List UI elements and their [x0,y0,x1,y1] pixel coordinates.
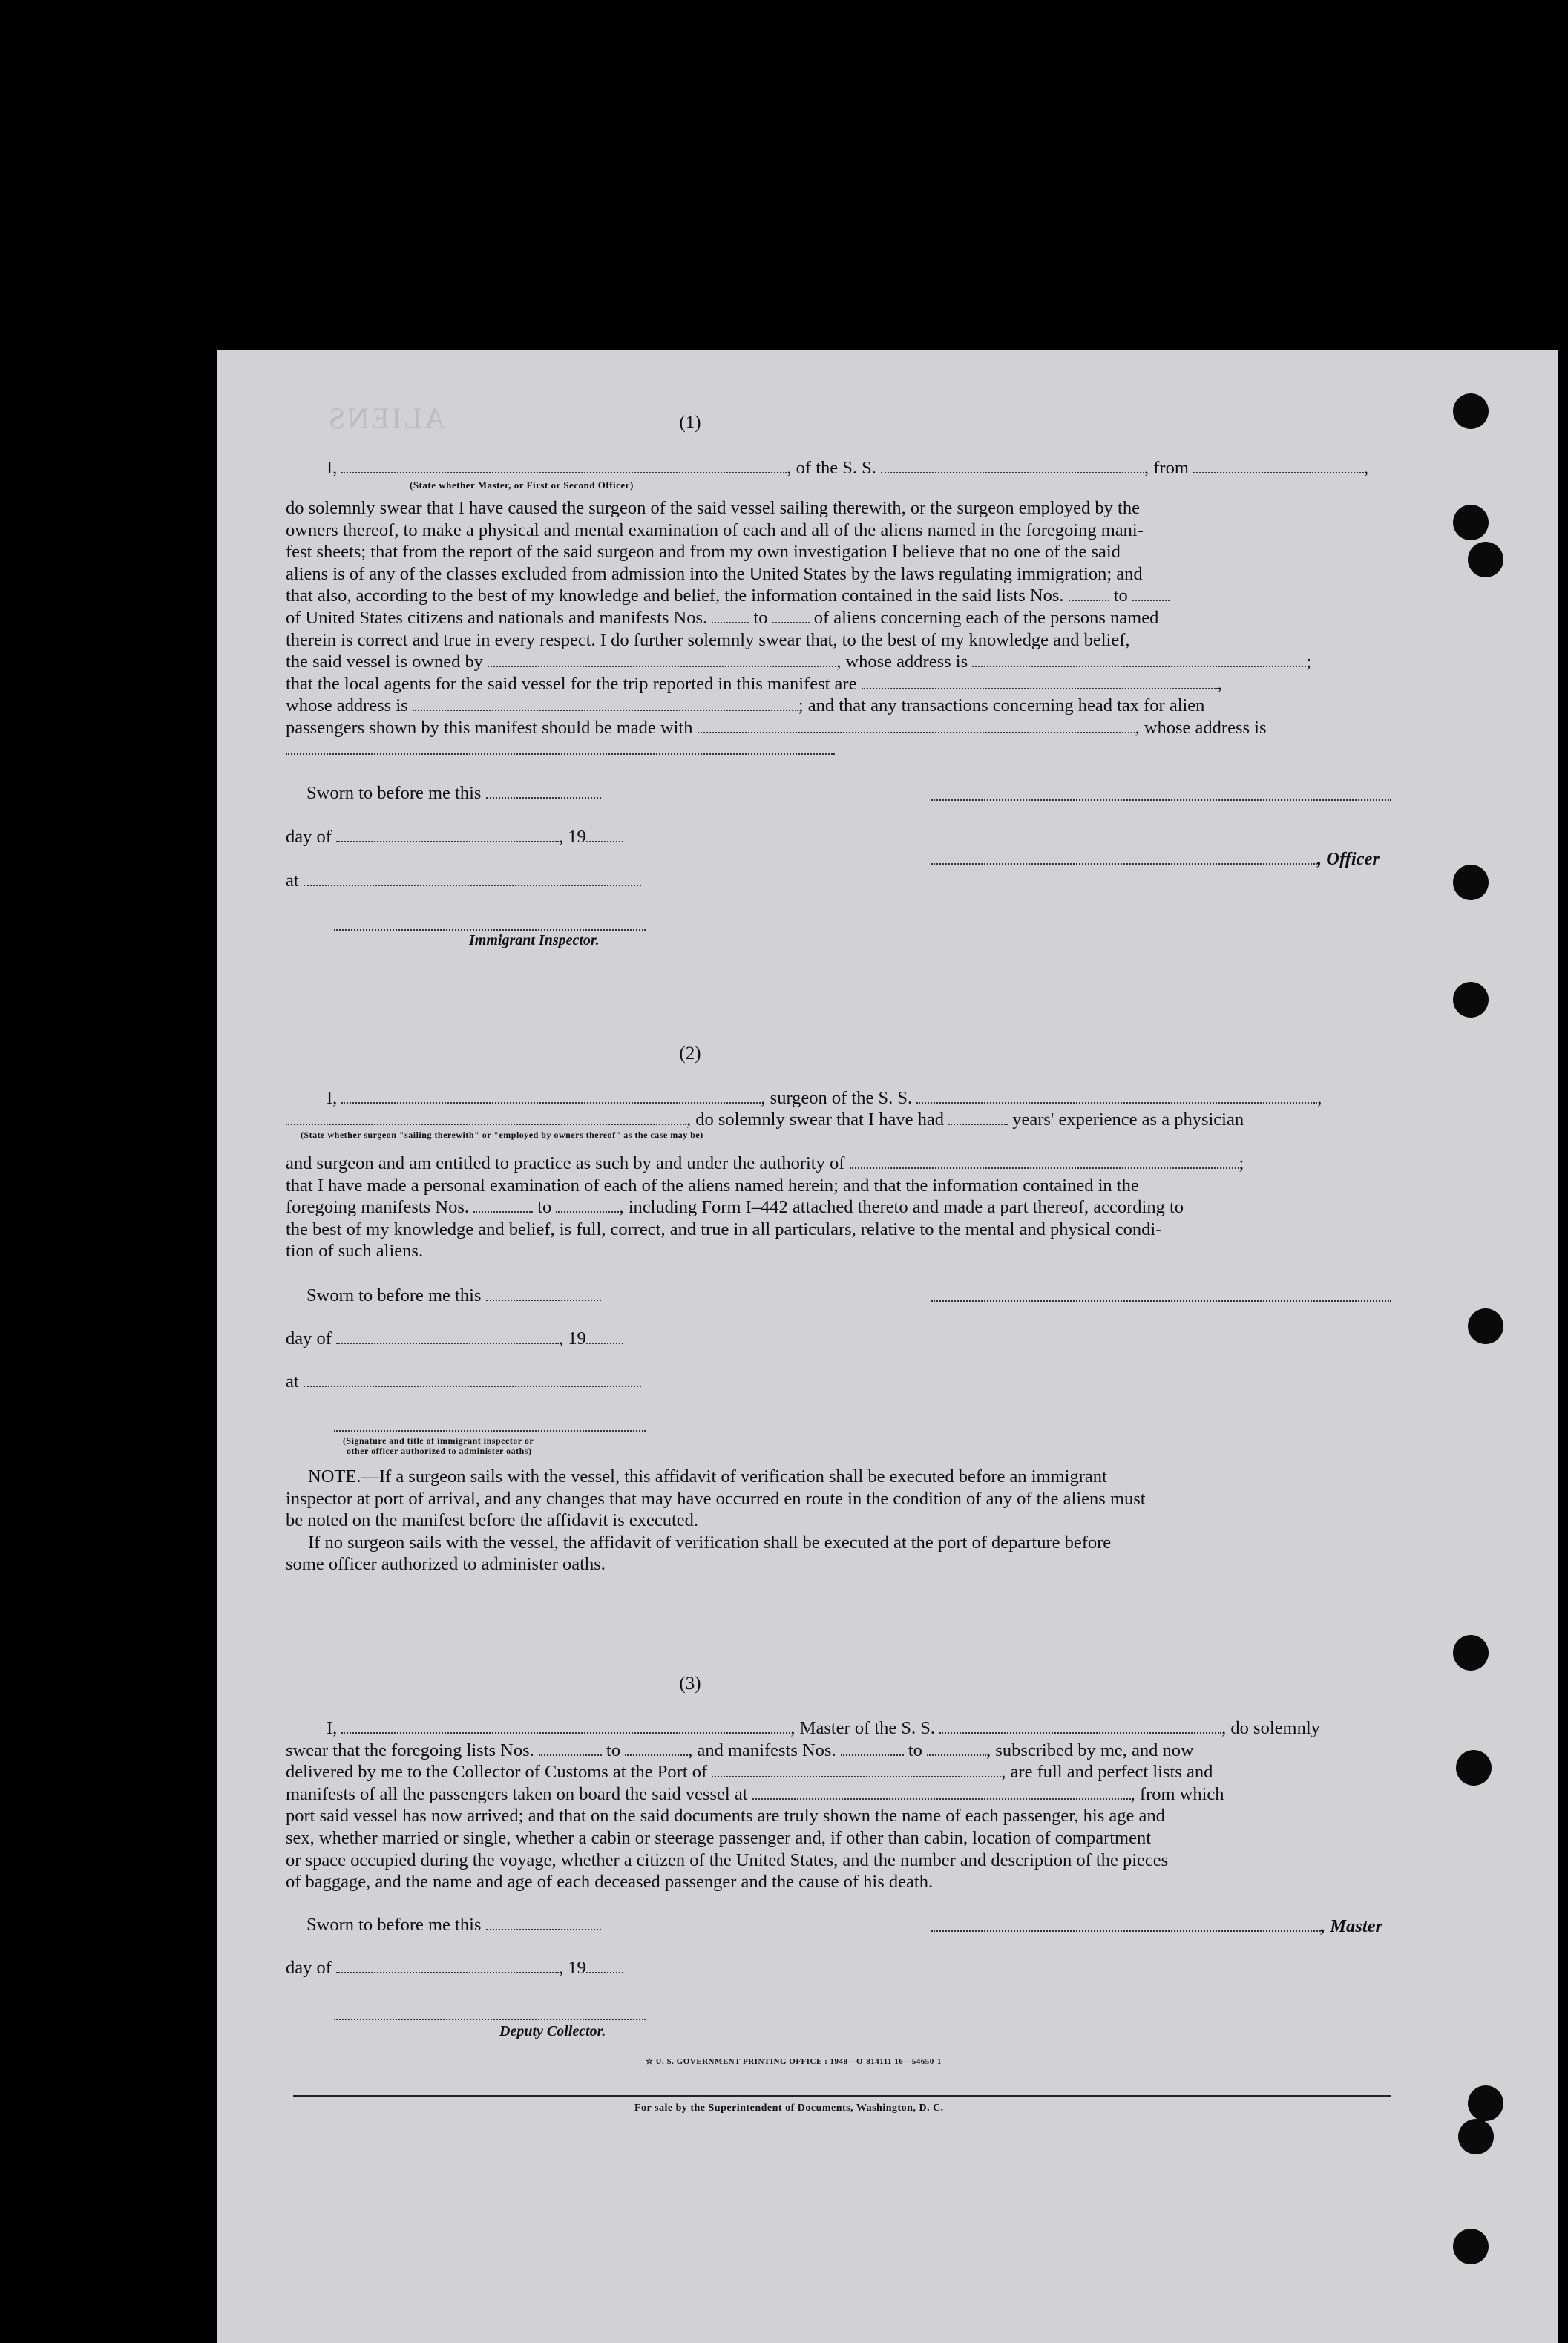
s2-note: NOTE.—If a surgeon sails with the vessel, this affidavit of verification shall be executed before an immigrant inspector at port of arrival, and any changes that may have occurred en route in the condition of any of the aliens must be noted on the manifest before the affidavit is executed. If no surgeon sails with the vessel, the affidavit of verification shall be executed at the port of departure before some officer authorized to administer oaths. [286,1467,1146,1575]
s3-sworn: Sworn to before me this [306,1915,601,1936]
s1-sworn: Sworn to before me this [306,783,601,804]
punch-hole [1468,2085,1503,2121]
punch-hole [1453,393,1489,429]
s1-at: at [286,871,641,891]
punch-hole [1453,505,1489,540]
gpo-imprint: ☆ U. S. GOVERNMENT PRINTING OFFICE : 1948—O-814111 16—54650-1 [646,2057,942,2066]
s2-body: and surgeon and am entitled to practice as such by and under the authority of ; that I have made a personal examination of each of the aliens named herein; and that the information contained in the foregoing manifests Nos. to , including Form I–442 attached thereto and made a part thereof, according to the best of my knowledge and belief, is full, correct, and true in all particulars, relative to the mental and physical condi- tion of such aliens. [286,1153,1244,1262]
s3-deputy-line [334,2019,646,2020]
punch-hole [1453,865,1489,900]
sale-note: For sale by the Superintendent of Documents, Washington, D. C. [634,2103,944,2114]
s2-sworn: Sworn to before me this [306,1285,601,1306]
s1-officer: , Officer [931,849,1380,870]
s2-state-note: (State whether surgeon "sailing therewith" or "employed by owners thereof" as the case may be) [301,1130,703,1140]
s1-line-1: I, , of the S. S. , from , [327,458,1369,478]
s1-day-of: day of , 19 [286,827,623,848]
punch-hole [1468,1308,1503,1344]
s2-signature-line [931,1300,1391,1302]
s2-line-2: , do solemnly swear that I have had years' experience as a physician [286,1110,1244,1130]
s3-body: I, , Master of the S. S. , do solemnly swear that the foregoing lists Nos. to , and manifests Nos. to , subscribed by me, and now delivered by me to the Collector of Customs at the Port of , are full and perfect lists and manifests of all the passengers taken on board the said vessel at , from which port said vessel has now arrived; and that on the said documents are truly shown the name of each passenger, his age and sex, whether married or single, whether a cabin or steerage passenger and, if other than cabin, location of compartment or space occupied during the voyage, whether a citizen of the United States, and the number and description of the pieces of baggage, and the name and age of each deceased passenger and the cause of his death. [286,1718,1320,1893]
section-3-number: (3) [679,1674,701,1694]
s2-day-of: day of , 19 [286,1328,623,1349]
punch-hole [1468,542,1503,577]
s2-at: at [286,1372,641,1392]
s1-state-note: (State whether Master, or First or Second Officer) [410,479,634,491]
s1-signature-line [931,799,1391,801]
s1-inspector-line [334,929,646,931]
s2-sig-note-1: (Signature and title of immigrant inspector or [343,1435,534,1446]
s3-master: , Master [931,1916,1382,1937]
s1-address-line [286,753,835,755]
punch-hole [1456,1750,1492,1786]
s1-inspector-label: Immigrant Inspector. [469,932,600,948]
punch-hole [1453,2229,1489,2264]
s1-body: do solemnly swear that I have caused the surgeon of the said vessel sailing therewith, or the surgeon employed by the owners thereof, to make a physical and mental examination of each and all of the aliens named in the foregoing mani- fest sheets; that from the report of the said surgeon and from my own investigation I believe that no one of the said aliens is of any of the classes excluded from admission into the United States by the laws regulating immigration; and that also, according to the best of my knowledge and belief, the information contained in the said lists Nos. to of United States citizens and nationals and manifests Nos. to of aliens concerning each of the persons named therein is correct and true in every respect. I do further solemnly swear that, to the best of my knowledge and belief, the said vessel is owned by , whose address is ; that the local agents for the said vessel for the trip reported in this manifest are , whose address is ; and that any transactions concerning head tax for alien passengers shown by this manifest should be made with , whose address is [286,498,1312,738]
s3-deputy-label: Deputy Collector. [499,2023,606,2039]
section-1-number: (1) [679,413,701,433]
bleed-through-text: ALIENS [327,402,446,435]
punch-hole [1453,1635,1489,1671]
s2-officer-line [334,1430,646,1432]
s2-sig-note-2: other officer authorized to administer oaths) [347,1446,532,1456]
s3-day-of: day of , 19 [286,1958,623,1979]
punch-hole [1458,2119,1494,2154]
footer-rule [293,2095,1391,2097]
s2-line-1: I, , surgeon of the S. S. , [327,1088,1322,1108]
punch-hole [1453,982,1489,1018]
section-2-number: (2) [679,1043,701,1064]
